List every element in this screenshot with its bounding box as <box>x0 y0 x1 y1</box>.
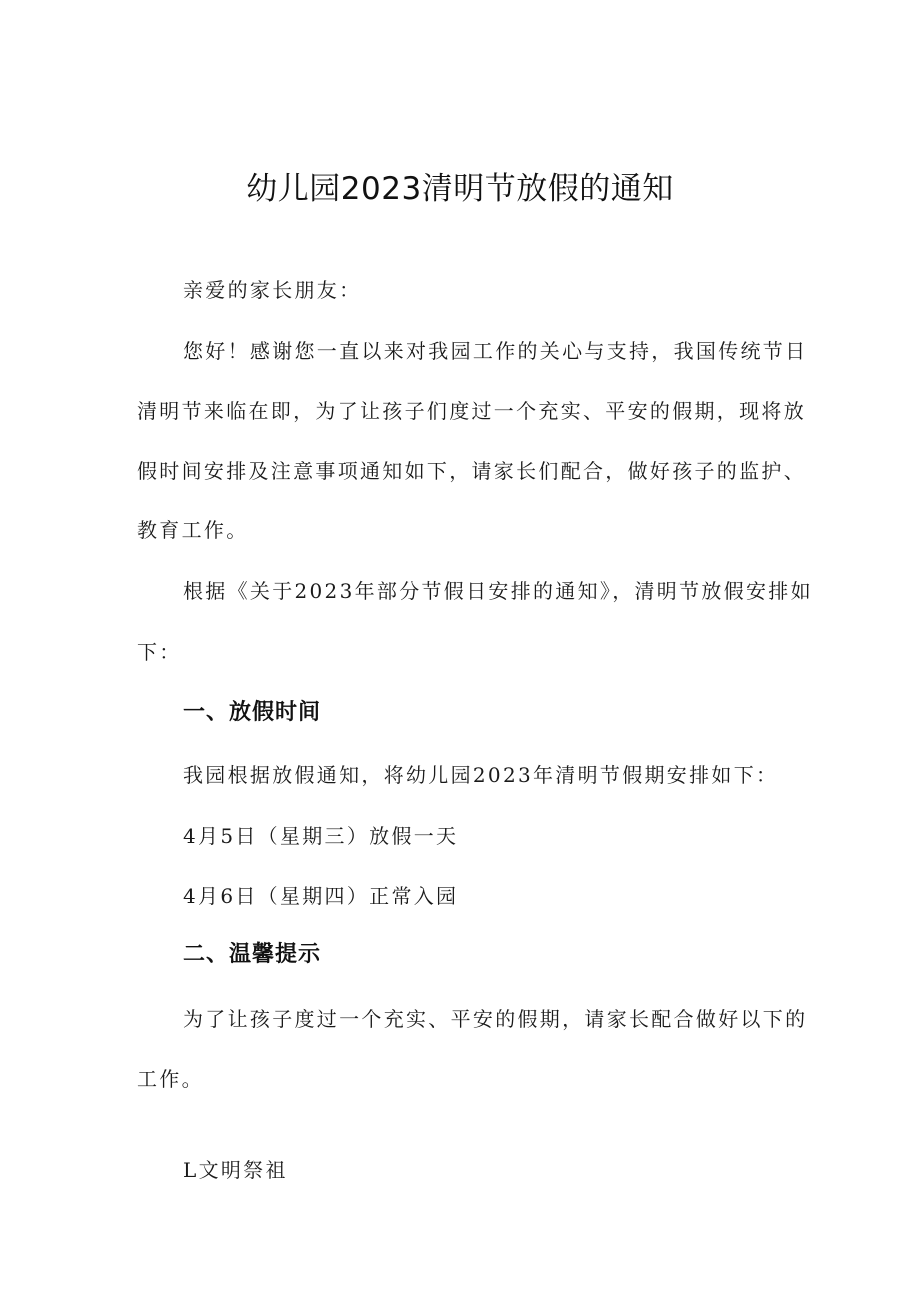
reminder-item-1: L文明祭祖 <box>183 1158 288 1182</box>
holiday-day-line: 4月5日（星期三）放假一天 <box>183 824 459 848</box>
holiday-arrangement-line: 我园根据放假通知，将幼儿园2023年清明节假期安排如下： <box>183 763 779 787</box>
intro-line-3: 假时间安排及注意事项通知如下，请家长们配合，做好孩子的监护、 <box>137 459 806 483</box>
section-heading-holiday-time: 一、放假时间 <box>183 700 322 725</box>
reminder-line-2: 工作。 <box>137 1067 204 1091</box>
section-heading-reminders: 二、温馨提示 <box>183 942 322 967</box>
intro-line-1: 您好！感谢您一直以来对我园工作的关心与支持，我国传统节日 <box>183 339 808 363</box>
document-title: 幼儿园2023清明节放假的通知 <box>246 171 674 207</box>
intro-line-2: 清明节来临在即，为了让孩子们度过一个充实、平安的假期，现将放 <box>137 399 806 423</box>
intro-line-4: 教育工作。 <box>137 518 249 542</box>
school-resume-line: 4月6日（星期四）正常入园 <box>183 884 459 908</box>
basis-line-1: 根据《关于2023年部分节假日安排的通知》，清明节放假安排如 <box>183 579 813 603</box>
basis-line-2: 下： <box>137 640 182 664</box>
reminder-line-1: 为了让孩子度过一个充实、平安的假期，请家长配合做好以下的 <box>183 1007 808 1031</box>
greeting: 亲爱的家长朋友： <box>183 278 362 302</box>
